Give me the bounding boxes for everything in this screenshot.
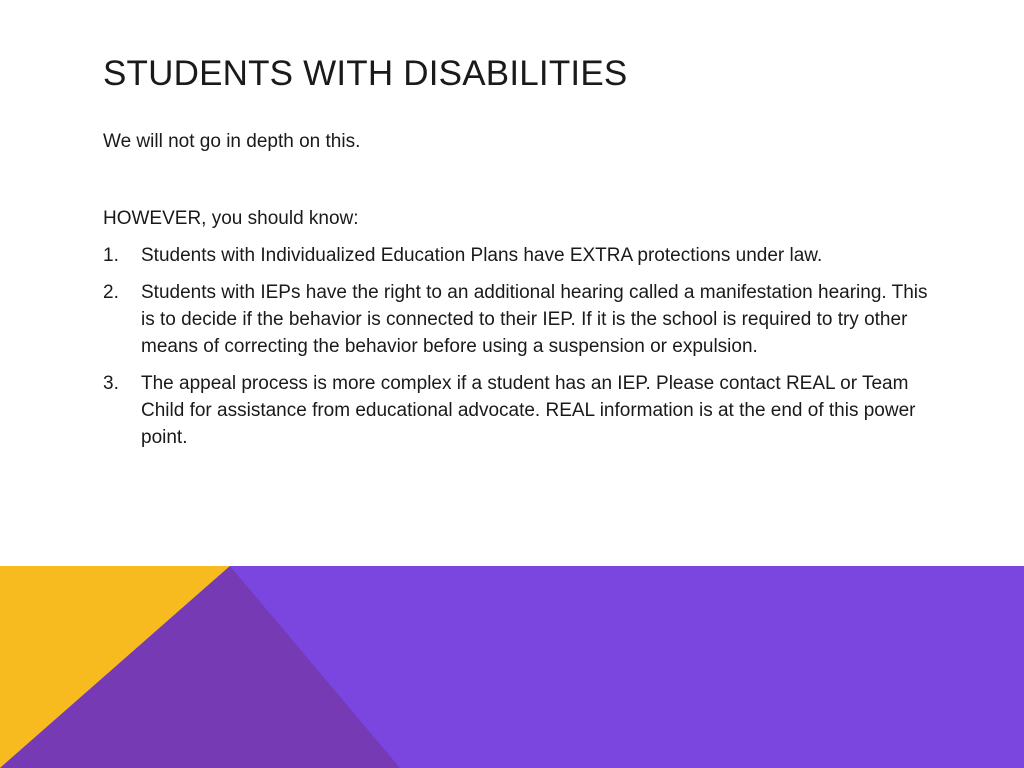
decorative-shapes [0, 566, 1024, 768]
intro-text: We will not go in depth on this. [103, 131, 361, 152]
list-item-text: Students with Individualized Education Plans have EXTRA protections under law. [141, 245, 823, 266]
list-item-number: 1. [103, 245, 119, 266]
list-item-number: 2. [103, 282, 119, 303]
list-item-number: 3. [103, 373, 119, 394]
list-item-text: The appeal process is more complex if a student has an IEP. Please contact REAL or Team Child for assistance from educational advocate. REAL information is at the end of this power point. [141, 373, 916, 448]
list-item-text: Students with IEPs have the right to an additional hearing called a manifestation hearing. This is to decide if the behavior is connected to their IEP. If it is the school is required to try other means of correcting the behavior before using a suspension or expulsion. [141, 282, 928, 357]
list-item [103, 370, 933, 451]
list-item [103, 279, 933, 360]
numbered-list [103, 242, 933, 451]
slide-body [103, 128, 933, 461]
lead-text: HOWEVER, you should know: [103, 208, 359, 229]
decorative-band [0, 566, 1024, 768]
slide-title: STUDENTS WITH DISABILITIES [103, 54, 628, 93]
list-item [103, 242, 933, 269]
